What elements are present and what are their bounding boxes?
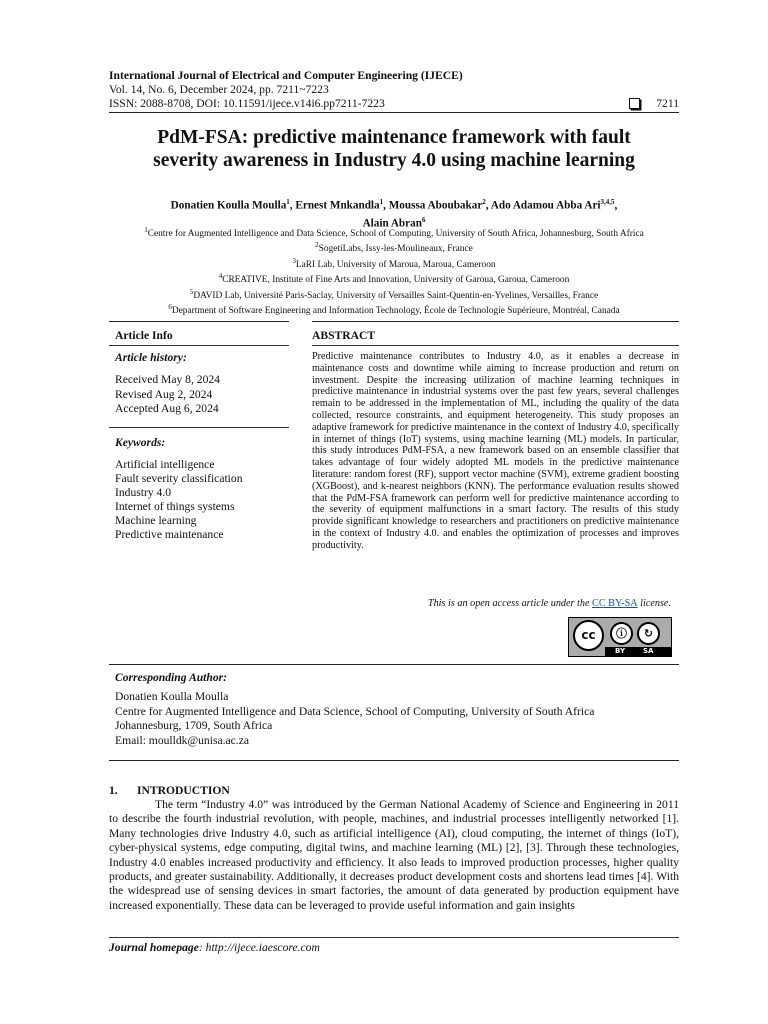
corresponding-email[interactable]: Email: moulldk@unisa.ac.za (115, 733, 249, 747)
abstract-top-rule (312, 321, 679, 322)
homepage-url[interactable]: http://ijece.iaescore.com (205, 941, 320, 954)
affiliation: $^5$DAVID Lab, Université Paris-Saclay, University of Versailles Saint-Quentin-en-Yvelines, Versailles, France (189, 287, 599, 301)
author-name: Alain Abran (362, 217, 422, 230)
journal-homepage: Journal homepage: http://ijece.iaescore.com (109, 941, 320, 954)
issn-doi: ISSN: 2088-8708, DOI: 10.11591/ijece.v14i6.pp7211-7223 (109, 97, 385, 110)
cc-icon: cc (573, 620, 604, 651)
corresponding-top-rule (109, 664, 679, 665)
header-page-number (629, 97, 679, 110)
section-heading (109, 784, 230, 797)
keywords-heading: Keywords: (115, 436, 166, 449)
keyword: Internet of things systems (115, 500, 235, 513)
affiliation-list (109, 225, 679, 318)
abstract-heading: ABSTRACT (312, 329, 376, 342)
footer-divider (109, 937, 679, 938)
by-attribution-icon: ⓘ (610, 622, 633, 645)
author-sup: 6 (421, 215, 426, 224)
cc-license-badge[interactable] (568, 617, 672, 657)
author-list: Donatien Koulla Moulla$^1$, Ernest Mnkandla$^1$, Moussa Aboubakar$^2$, Ado Adamou Abba Ari$^{3,4,5}$, Alain Abran$^6$ (170, 198, 618, 230)
by-label: BY (615, 647, 626, 655)
license-link[interactable]: CC BY-SA (592, 598, 638, 609)
history-item: Revised Aug 2, 2024 (115, 387, 213, 401)
history-item: Accepted Aug 6, 2024 (115, 402, 219, 415)
journal-name: International Journal of Electrical and Computer Engineering (IJECE) (109, 69, 463, 82)
abstract-text: Predictive maintenance contributes to Industry 4.0, as it enables a decrease in maintenance costs and downtime while aiming to increase production and return on investment. Despite the increasing utilization of machine learning techniques in predictive maintenance in industrial systems over the past few years, several challenges remain to be addressed in the implementation of ML, including the quality of the data collected, resource constraints, and equipment heterogeneity. This study proposes an adaptive framework for predictive maintenance in the context of Industry 4.0, specifically in internet of things (IoT) systems, using machine learning (ML) models. In particular, this study introduces PdM-FSA, a new framework based on an ensemble classifier that takes advantage of four widely adopted ML models in the predictive maintenance literature: random forest (RF), support vector machine (SVM), extreme gradient boosting (XGBoost), and k-nearest neighbors (KNN). The performance evaluation results showed that the PdM-FSA framework can perform well for predictive maintenance according to the severity of equipment malfunctions in a smart factory. The results of this study provide significant knowledge to researchers and practitioners on predictive maintenance in the context of Industry 4.0. and enables the optimization of processes and improves productivity. (312, 351, 679, 551)
keyword: Industry 4.0 (115, 486, 172, 499)
open-access-note: This is an open access article under the CC BY-SA license. (427, 598, 671, 609)
history-heading: Article history: (115, 351, 187, 364)
corresponding-heading: Corresponding Author: (115, 671, 228, 684)
paper-page (109, 0, 679, 1024)
title-line: severity awareness in Industry 4.0 using machine learning (153, 150, 635, 171)
abstract-divider (312, 345, 679, 346)
author-name: Moussa Aboubakar (388, 199, 483, 212)
affiliation: $^3$LaRI Lab, University of Maroua, Maroua, Cameroon (292, 256, 496, 270)
author-sup: 2 (482, 198, 486, 206)
author-sup: 3,4,5 (600, 198, 615, 206)
affiliation: $^1$Centre for Augmented Intelligence and Data Science, School of Computing, University of South Africa, Johannesburg, South Africa (144, 226, 644, 240)
corresponding-affiliation: Centre for Augmented Intelligence and Data Science, School of Computing, University of South Africa (115, 704, 595, 718)
author-name: Ado Adamou Abba Ari (490, 199, 601, 212)
corresponding-details (115, 690, 594, 748)
keyword: Machine learning (115, 514, 197, 527)
author-sup: 1 (379, 198, 384, 206)
keyword: Fault severity classification (115, 472, 243, 485)
introduction-paragraph: The term “Industry 4.0” was introduced by the German National Academy of Science and Engineering in 2011 to describe the fourth industrial revolution, with people, machines, and industrial processes intelligently networked [1]. Many technologies drive Industry 4.0, such as artificial intelligence (AI), cloud computing, the internet of things (IoT), cyber-physical systems, edge computing, digital twins, and machine learning (ML) [2], [3]. Through these technologies, Industry 4.0 enables increased productivity and efficiency. It also leads to improved production processes, higher quality products, and greater sustainability. Additionally, it decreases product development costs and shortens lead times [4]. With the widespread use of sensing devices in smart factories, the amount of data generated by production equipment have increased exponentially. These data can be leveraged to provide useful information and gain insights (109, 798, 679, 912)
article-info-heading: Article Info (115, 329, 173, 342)
page-number: 7211 (656, 97, 679, 110)
sa-label: SA (643, 647, 654, 655)
homepage-label: Journal homepage (109, 941, 199, 954)
square-icon (629, 98, 640, 109)
paper-title (109, 126, 679, 172)
corresponding-address: Johannesburg, 1709, South Africa (115, 719, 273, 732)
keyword: Artificial intelligence (115, 458, 215, 471)
keyword: Predictive maintenance (115, 528, 224, 541)
affiliation: $^4$CREATIVE, Institute of Fine Arts and Innovation, University of Garoua, Garoua, Cameroon (218, 272, 570, 286)
sa-share-alike-icon: ↻ (637, 622, 660, 645)
author-name: Ernest Mnkandla (295, 199, 380, 212)
author-sup: 1 (286, 198, 290, 206)
volume-info: Vol. 14, No. 6, December 2024, pp. 7211~7223 (109, 83, 329, 96)
section-number: 1. (109, 784, 118, 797)
history-list (115, 373, 220, 417)
cc-label-strip (605, 647, 671, 656)
info-top-rule (109, 321, 289, 322)
header-divider (109, 112, 679, 113)
title-line: PdM-FSA: predictive maintenance framework with fault (157, 127, 631, 148)
history-divider (109, 427, 289, 428)
section-title: INTRODUCTION (137, 784, 230, 797)
affiliation: $^6$Department of Software Engineering and Information Technology, École de Technologie Supérieure, Montréal, Canada (168, 303, 620, 317)
keyword-list (115, 458, 243, 542)
corresponding-bottom-rule (109, 760, 679, 761)
author-name: Donatien Koulla Moulla (170, 199, 287, 212)
corresponding-name: Donatien Koulla Moulla (115, 690, 229, 703)
history-item: Received May 8, 2024 (115, 373, 220, 386)
affiliation: $^2$SogetiLabs, Issy-les-Moulineaux, France (315, 241, 473, 255)
info-divider (109, 345, 289, 346)
